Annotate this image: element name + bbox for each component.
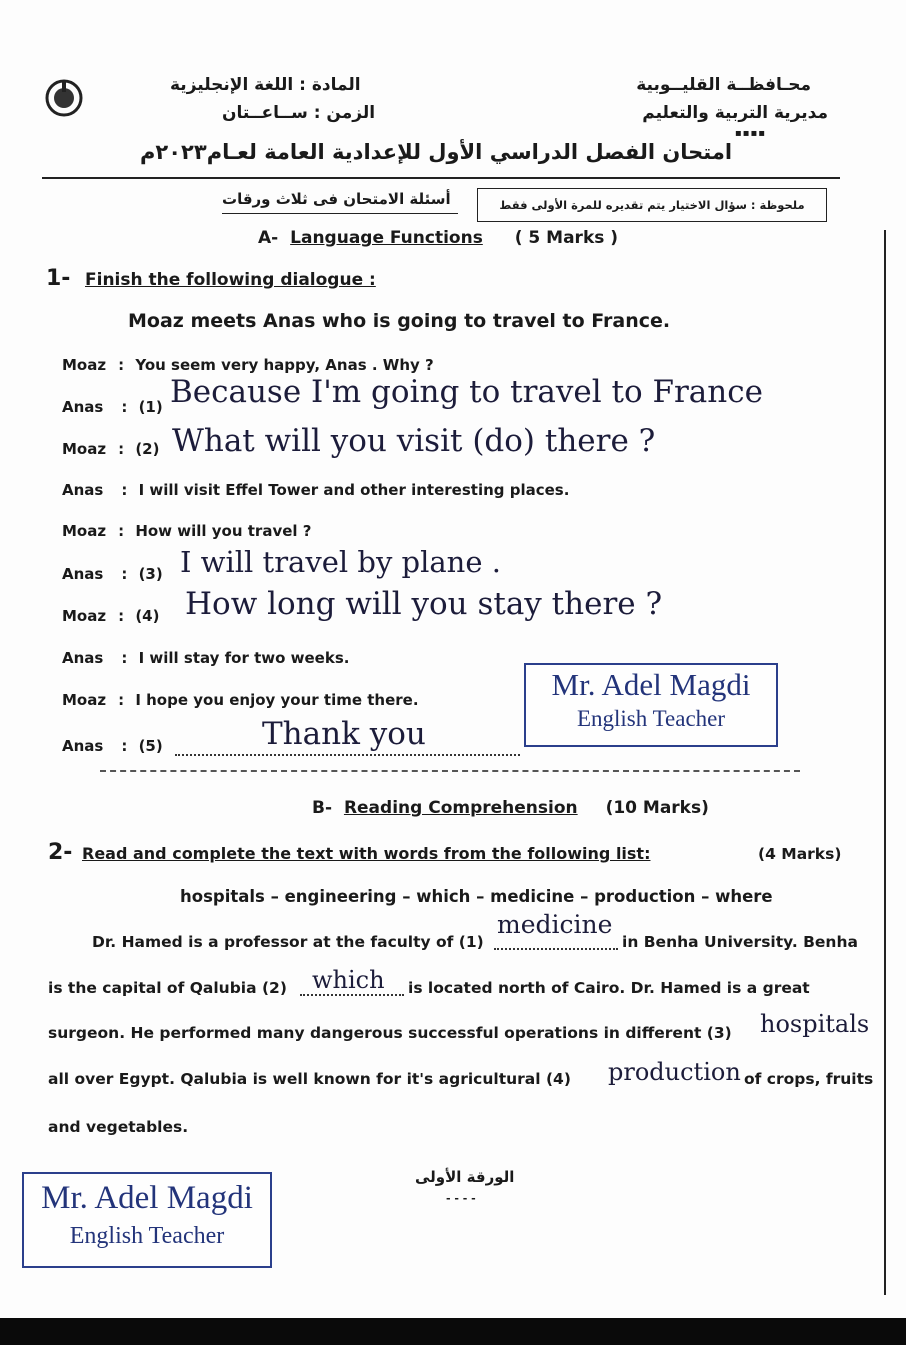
section-a-heading: A- Language Functions ( 5 Marks ) [258, 228, 619, 248]
q1-context: Moaz meets Anas who is going to travel to France. [128, 310, 671, 332]
answer-4: How long will you stay there ? [185, 586, 663, 622]
blank-4-answer: production [608, 1058, 741, 1086]
dialogue-line-3: Moaz : (2) [62, 440, 160, 458]
dialogue-line-9: Moaz : I hope you enjoy your time there. [62, 691, 419, 709]
dialogue-line-6: Anas : (3) [62, 565, 163, 583]
exam-title: امتحان الفصل الدراسي الأول للإعدادية العامة لعـام٢٠٢٣م [140, 140, 733, 164]
header-divider [42, 177, 840, 179]
blank-2-dots [300, 994, 404, 996]
blank-1-dots [494, 948, 618, 950]
q2-number: 2- [48, 840, 73, 865]
blank-3-answer: hospitals [760, 1010, 870, 1038]
time-label: الزمن : ســاعــتان [222, 103, 376, 123]
right-margin-line [884, 230, 886, 1295]
word-list: hospitals – engineering – which – medicine – production – where [180, 887, 773, 906]
teacher-stamp-2: Mr. Adel Magdi English Teacher [22, 1172, 272, 1268]
dialogue-line-5: Moaz : How will you travel ? [62, 522, 312, 540]
section-divider [100, 770, 800, 772]
passage-line-1b: in Benha University. Benha [622, 933, 858, 951]
passage-line-5: and vegetables. [48, 1118, 189, 1136]
dialogue-line-7: Moaz : (4) [62, 607, 160, 625]
q2-marks: (4 Marks) [758, 845, 842, 863]
page-label: الورقة الأولى [415, 1168, 515, 1186]
q1-number: 1- [46, 266, 71, 291]
dialogue-line-8: Anas : I will stay for two weeks. [62, 649, 350, 667]
ministry-emblem-icon [44, 78, 84, 122]
teacher-stamp: Mr. Adel Magdi English Teacher [524, 663, 778, 747]
q1-instruction: Finish the following dialogue : [85, 270, 376, 290]
dialogue-line-2: Anas : (1) [62, 398, 163, 416]
blank-2-answer: which [312, 966, 385, 994]
governorate-label: محـافظــة القليــوبية [636, 75, 811, 95]
blank-1-answer: medicine [497, 910, 613, 939]
answer-3: I will travel by plane . [180, 545, 501, 579]
answer-2: What will you visit (do) there ? [172, 423, 656, 459]
papers-underline [222, 213, 458, 214]
page-dashes: - - - - [446, 1192, 476, 1205]
dialogue-line-1: Moaz : You seem very happy, Anas . Why ? [62, 356, 434, 374]
passage-line-1a: Dr. Hamed is a professor at the faculty of (1) [92, 933, 484, 951]
dialogue-line-10: Anas : (5) [62, 737, 163, 755]
passage-line-3a: surgeon. He performed many dangerous successful operations in different (3) [48, 1024, 732, 1042]
note-box: ملحوظة : سؤال الاختيار يتم تقديره للمرة الأولى فقط [477, 188, 827, 222]
answer-5: Thank you [262, 716, 426, 752]
passage-line-2a: is the capital of Qalubia (2) [48, 979, 287, 997]
bottom-shadow-band [0, 1318, 906, 1345]
answer-5-dots [175, 754, 520, 756]
papers-note: أسئلة الامتحان فى ثلاث ورقات [222, 190, 451, 208]
answer-1: Because I'm going to travel to France [170, 374, 763, 410]
directorate-label: مديرية التربية والتعليم [642, 103, 828, 123]
dialogue-line-4: Anas : I will visit Effel Tower and other interesting places. [62, 481, 570, 499]
q2-instruction: Read and complete the text with words from the following list: [82, 844, 651, 863]
passage-line-4b: of crops, fruits [744, 1070, 874, 1088]
passage-line-4a: all over Egypt. Qalubia is well known for it's agricultural (4) [48, 1070, 571, 1088]
passage-line-2b: is located north of Cairo. Dr. Hamed is a great [408, 979, 810, 997]
section-b-heading: B- Reading Comprehension (10 Marks) [312, 798, 709, 818]
subject-label: المادة : اللغة الإنجليزية [170, 75, 361, 95]
decorative-dots: ▪▪▪▪ [734, 128, 766, 139]
